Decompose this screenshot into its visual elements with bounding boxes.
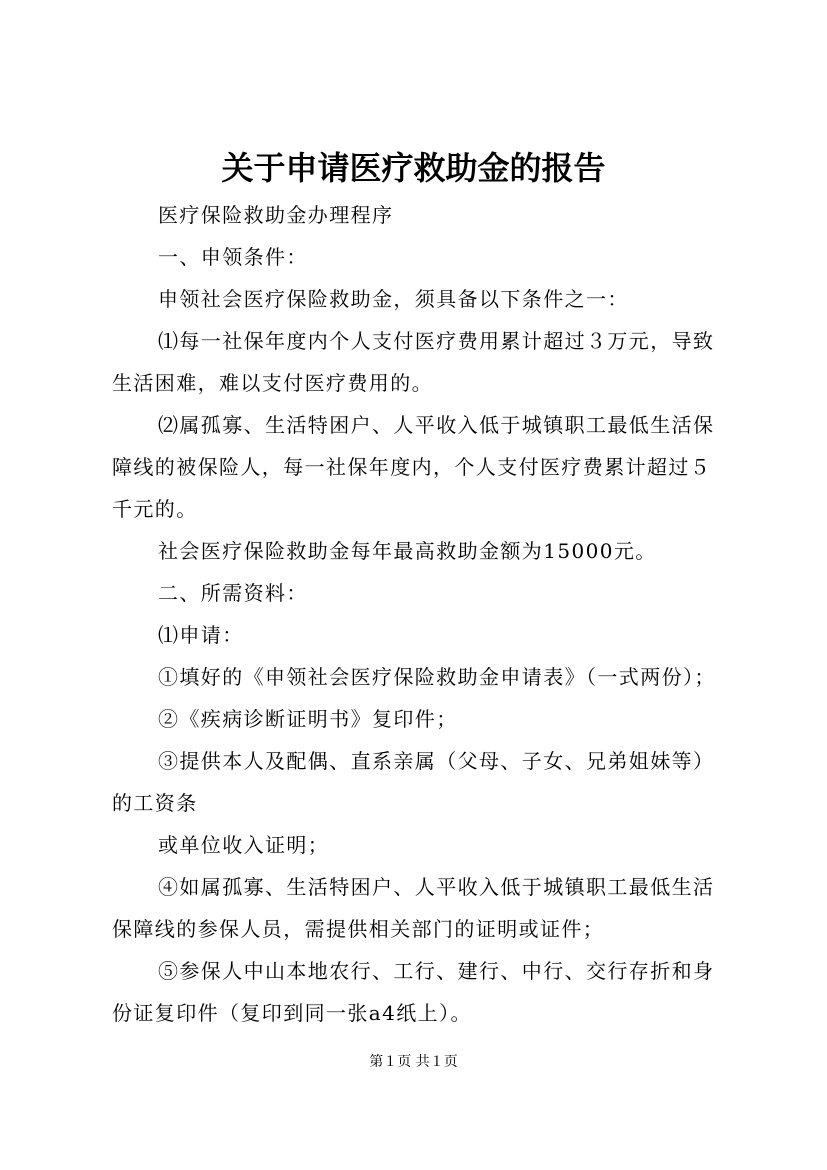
text-line: 或单位收入证明； xyxy=(158,833,330,857)
text-line: 的工资条 xyxy=(112,791,198,815)
document-title: 关于申请医疗救助金的报告 xyxy=(221,149,606,187)
text-line: ⑴每一社保年度内个人支付医疗费用累计超过３万元，导致 xyxy=(158,329,715,353)
text-line: ⑤参保人中山本地农行、工行、建行、中行、交行存折和身 xyxy=(158,959,715,983)
text-line: ②《疾病诊断证明书》复印件； xyxy=(158,707,458,731)
text-line: ⑵属孤寡、生活特困户、人平收入低于城镇职工最低生活保 xyxy=(158,413,715,437)
text-line: ①填好的《申领社会医疗保险救助金申请表》（一式两份）； xyxy=(158,665,716,689)
text-line: 份证复印件（复印到同一张a4纸上）。 xyxy=(112,1001,472,1025)
text-line: 障线的被保险人，每一社保年度内，个人支付医疗费累计超过５ xyxy=(112,455,712,479)
section-heading: 一、申领条件： xyxy=(158,245,308,269)
text-line: 社会医疗保险救助金每年最高救助金额为15000元。 xyxy=(158,539,657,563)
text-line: 医疗保险救助金办理程序 xyxy=(158,203,394,227)
text-line: 申领社会医疗保险救助金，须具备以下条件之一： xyxy=(158,287,629,311)
section-heading: 二、所需资料： xyxy=(158,581,308,605)
text-line: ③提供本人及配偶、直系亲属（父母、子女、兄弟姐妹等） xyxy=(158,749,715,773)
text-line: 保障线的参保人员，需提供相关部门的证明或证件； xyxy=(112,917,605,941)
text-line: 千元的。 xyxy=(112,497,198,521)
text-line: ⑴申请： xyxy=(158,623,244,647)
text-line: 生活困难，难以支付医疗费用的。 xyxy=(112,371,433,395)
text-line: ④如属孤寡、生活特困户、人平收入低于城镇职工最低生活 xyxy=(158,875,715,899)
page-number: 第１页 共１页 xyxy=(369,1054,458,1070)
